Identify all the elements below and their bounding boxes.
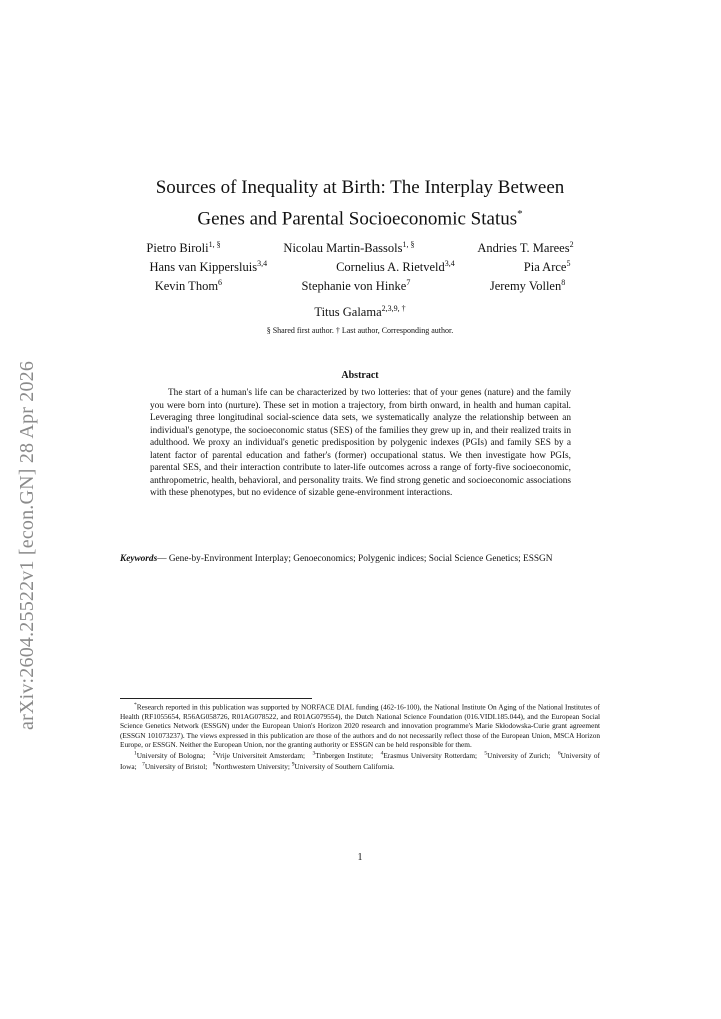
funding-footnote: *Research reported in this publication was supported by NORFACE DIAL funding (462-16-100), the National Institute On Aging of the National Institutes of Health (RF1055654, R56AG058726, R01AG078522, and R01AG079554), the Dutch National Science Foundation (016.VIDI.185.044), and the European Social Science Genetics Network (ESSGN) under the European Union's Horizon 2020 research and innovation programme's Marie Skłodowska-Curie grant agreement (ESSGN 101073237). The views expressed in this publication are those of the authors and do not necessarily reflect those of the European Union, MSCA Horizon Europe, or ESSGN. Neither the European Union, nor the granting authority or ESSGN can be held responsible for them. (120, 702, 600, 750)
title-line-1: Sources of Inequality at Birth: The Interplay Between (155, 177, 565, 198)
abstract-text: The start of a human's life can be characterized by two lotteries: that of your genes (nature) and the family you were born into (nurture). These set in motion a trajectory, from birth onward, in health and human capital. Leveraging three longitudinal social-science data sets, we systematically analyze the relationship between an individual's genotype, the socioeconomic status (SES) of the families they grew up in, and their realized traits in adulthood. We proxy an individual's genetic predisposition by polygenic indexes (PGIs) and family SES by a latent factor of parental education and father's (former) occupational status. We then investigate how PGIs, parental SES, and their interaction contribute to later-life outcomes across a range of forty-five socioeconomic, anthropometric, health, behavioral, and personality traits. We find strong genetic and socioeconomic associations with these phenotypes, but no evidence of sizable gene-environment interactions. (150, 388, 571, 498)
author: Jeremy Vollen$^8$ (489, 278, 566, 294)
author-row (115, 278, 605, 297)
affiliation: $^1$University of Bologna; (134, 750, 206, 761)
author: Titus Galama$^{2,3,9, \dagger}$ (314, 304, 406, 320)
author: Cornelius A. Rietveld$^{3,4}$ (336, 259, 455, 275)
affiliation: $^7$University of Bristol; (142, 761, 208, 772)
keywords (120, 553, 600, 566)
affiliation: $^6$University of Iowa; (120, 750, 600, 772)
author: Stephanie von Hinke$^7$ (301, 278, 411, 294)
abstract-heading: Abstract (341, 370, 379, 381)
footnote-rule (120, 698, 312, 699)
author-row (115, 259, 605, 278)
author-row (115, 240, 605, 259)
affiliation: $^5$University of Zurich; (484, 750, 551, 761)
title-footnote-marker: * (517, 208, 523, 220)
author: Pietro Biroli$^{1, \S}$ (146, 240, 221, 256)
page-number: 1 (357, 852, 363, 863)
author-row (115, 304, 605, 323)
author: Pia Arce$^5$ (523, 259, 571, 275)
affiliation: $^3$Tinbergen Institute; (312, 750, 374, 761)
keywords-label: Keywords (120, 554, 158, 564)
affiliations-footnote (120, 750, 600, 772)
keywords-text: — Gene-by-Environment Interplay; Genoeconomics; Polygenic indices; Social Science Genetics; ESSGN (157, 554, 553, 564)
author-list (115, 240, 605, 323)
affiliation: $^4$Erasmus University Rotterdam; (380, 750, 478, 761)
author: Kevin Thom$^6$ (154, 278, 223, 294)
author: Hans van Kippersluis$^{3,4}$ (149, 259, 268, 275)
arxiv-identifier: arXiv:2604.25522v1 [econ.GN] 28 Apr 2026 (16, 360, 38, 730)
author: Andries T. Marees$^2$ (477, 240, 574, 256)
footnotes (120, 701, 600, 772)
author-notes: § Shared first author. † Last author, Corresponding author. (266, 326, 454, 335)
affiliation: $^2$Vrije Universiteit Amsterdam; (212, 750, 306, 761)
title-line-2: Genes and Parental Socioeconomic Status (197, 208, 518, 230)
paper-title (110, 175, 610, 232)
affiliation: $^8$Northwestern University; (212, 761, 290, 772)
affiliation: $^9$University of Southern California. (291, 761, 395, 772)
author: Nicolau Martin-Bassols$^{1, \S}$ (283, 240, 415, 256)
